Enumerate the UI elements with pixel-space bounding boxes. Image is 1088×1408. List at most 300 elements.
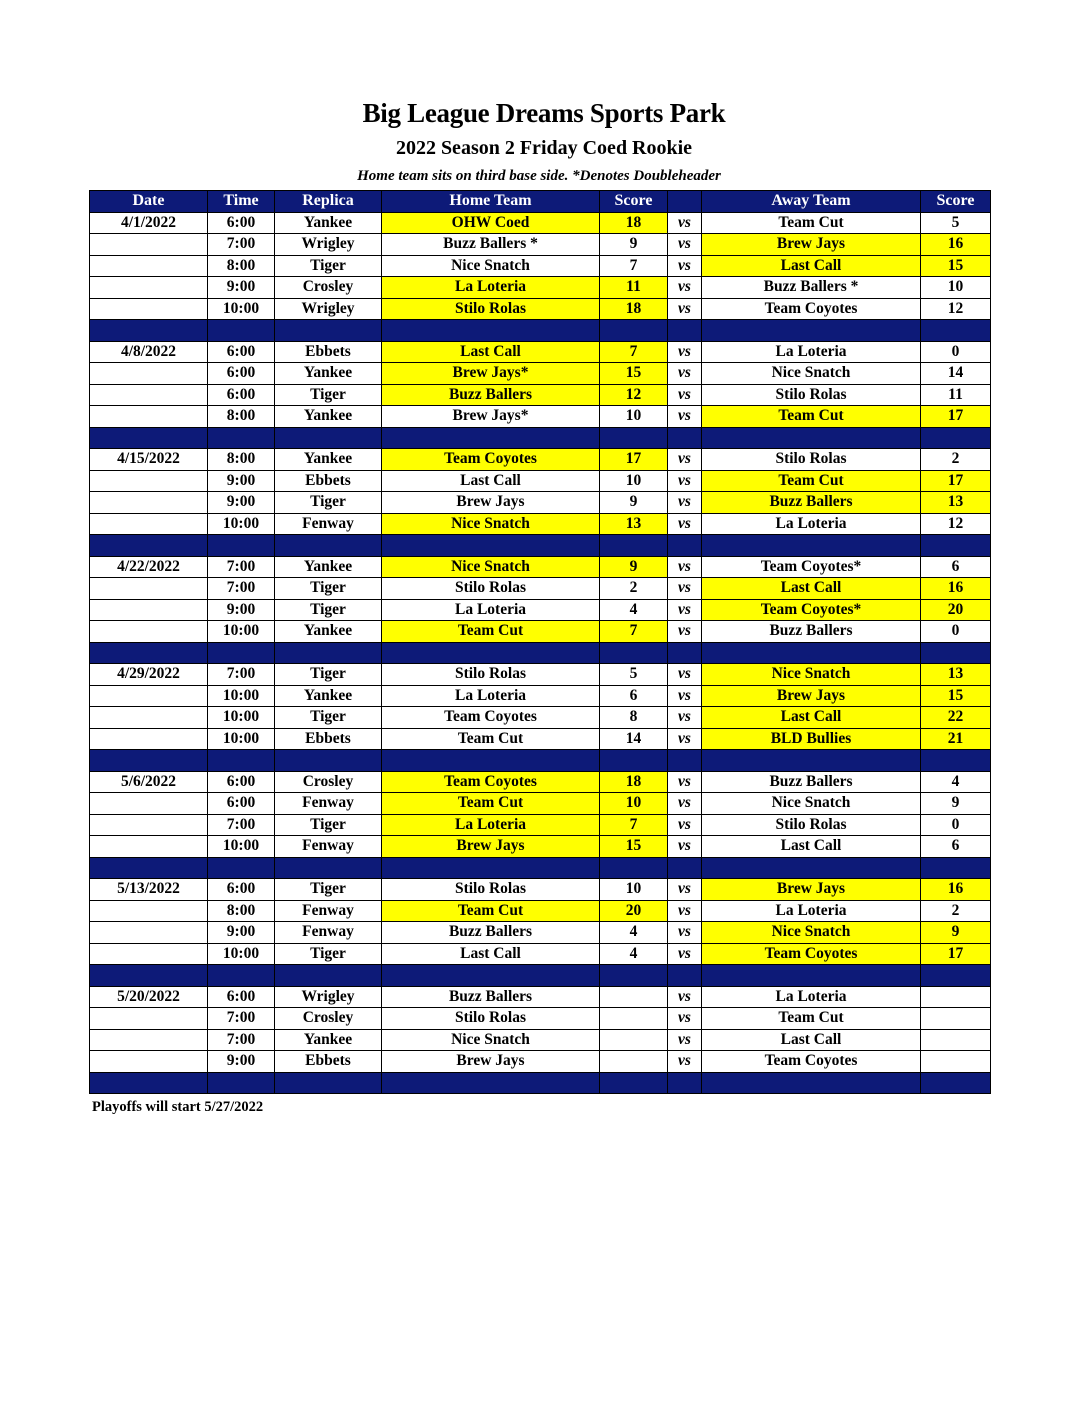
table-row xyxy=(90,836,991,858)
table-row xyxy=(90,900,991,922)
table-row xyxy=(90,492,991,514)
separator-cell xyxy=(600,535,668,557)
separator-cell xyxy=(90,857,208,879)
separator-cell xyxy=(382,320,600,342)
week-separator-row xyxy=(90,535,991,557)
time-cell: 7:00 xyxy=(208,1029,275,1051)
table-row xyxy=(90,707,991,729)
separator-cell xyxy=(668,750,702,772)
away-team-cell: Last Call xyxy=(702,255,921,277)
vs-cell: vs xyxy=(668,621,702,643)
separator-cell xyxy=(382,535,600,557)
table-row xyxy=(90,1008,991,1030)
home-score-cell xyxy=(600,986,668,1008)
home-score-cell: 12 xyxy=(600,384,668,406)
away-score-cell: 6 xyxy=(921,556,991,578)
doubleheader-note: Home team sits on third base side. *Denotes Doubleheader xyxy=(357,168,721,184)
date-cell xyxy=(90,513,208,535)
separator-cell xyxy=(668,1072,702,1094)
vs-cell: vs xyxy=(668,771,702,793)
away-team-cell: Stilo Rolas xyxy=(702,814,921,836)
separator-cell xyxy=(702,857,921,879)
replica-cell: Crosley xyxy=(275,1008,382,1030)
playoffs-note: Playoffs will start 5/27/2022 xyxy=(92,1099,264,1115)
time-cell: 8:00 xyxy=(208,255,275,277)
vs-cell: vs xyxy=(668,900,702,922)
replica-cell: Yankee xyxy=(275,449,382,471)
vs-cell: vs xyxy=(668,1051,702,1073)
separator-cell xyxy=(275,642,382,664)
home-score-cell xyxy=(600,1029,668,1051)
away-team-cell: La Loteria xyxy=(702,986,921,1008)
vs-cell: vs xyxy=(668,492,702,514)
away-team-cell: Nice Snatch xyxy=(702,664,921,686)
away-team-cell: Team Cut xyxy=(702,406,921,428)
home-team-cell: Nice Snatch xyxy=(382,556,600,578)
vs-cell: vs xyxy=(668,986,702,1008)
header-date: Date xyxy=(90,191,208,213)
week-separator-row xyxy=(90,965,991,987)
time-cell: 10:00 xyxy=(208,621,275,643)
home-score-cell: 4 xyxy=(600,943,668,965)
separator-cell xyxy=(668,642,702,664)
away-score-cell: 17 xyxy=(921,943,991,965)
date-cell xyxy=(90,599,208,621)
separator-cell xyxy=(702,320,921,342)
home-team-cell: Last Call xyxy=(382,943,600,965)
time-cell: 6:00 xyxy=(208,341,275,363)
home-team-cell: Team Cut xyxy=(382,621,600,643)
away-team-cell: Brew Jays xyxy=(702,685,921,707)
away-score-cell: 13 xyxy=(921,664,991,686)
home-score-cell: 8 xyxy=(600,707,668,729)
away-score-cell: 2 xyxy=(921,900,991,922)
time-cell: 7:00 xyxy=(208,1008,275,1030)
separator-cell xyxy=(600,1072,668,1094)
week-separator-row xyxy=(90,750,991,772)
time-cell: 7:00 xyxy=(208,814,275,836)
replica-cell: Ebbets xyxy=(275,341,382,363)
replica-cell: Crosley xyxy=(275,277,382,299)
away-score-cell: 15 xyxy=(921,685,991,707)
away-score-cell: 12 xyxy=(921,513,991,535)
replica-cell: Ebbets xyxy=(275,728,382,750)
away-team-cell: Team Cut xyxy=(702,470,921,492)
away-score-cell: 0 xyxy=(921,621,991,643)
time-cell: 8:00 xyxy=(208,406,275,428)
away-score-cell xyxy=(921,1051,991,1073)
away-score-cell: 17 xyxy=(921,470,991,492)
header-away-team: Away Team xyxy=(702,191,921,213)
home-score-cell xyxy=(600,1008,668,1030)
home-team-cell: Buzz Ballers xyxy=(382,986,600,1008)
vs-cell: vs xyxy=(668,707,702,729)
home-team-cell: La Loteria xyxy=(382,685,600,707)
date-cell xyxy=(90,578,208,600)
vs-cell: vs xyxy=(668,793,702,815)
table-row xyxy=(90,879,991,901)
table-row xyxy=(90,255,991,277)
vs-cell: vs xyxy=(668,879,702,901)
table-row xyxy=(90,793,991,815)
week-separator-row xyxy=(90,427,991,449)
table-row xyxy=(90,363,991,385)
header-time: Time xyxy=(208,191,275,213)
home-score-cell: 4 xyxy=(600,922,668,944)
away-team-cell: Nice Snatch xyxy=(702,363,921,385)
table-row xyxy=(90,814,991,836)
home-score-cell: 7 xyxy=(600,341,668,363)
separator-cell xyxy=(921,427,991,449)
away-team-cell: Nice Snatch xyxy=(702,793,921,815)
away-team-cell: BLD Bullies xyxy=(702,728,921,750)
away-team-cell: Buzz Ballers xyxy=(702,621,921,643)
vs-cell: vs xyxy=(668,277,702,299)
separator-cell xyxy=(702,1072,921,1094)
home-score-cell: 18 xyxy=(600,212,668,234)
away-score-cell xyxy=(921,1008,991,1030)
table-row xyxy=(90,212,991,234)
replica-cell: Tiger xyxy=(275,664,382,686)
home-team-cell: Brew Jays* xyxy=(382,363,600,385)
home-team-cell: Nice Snatch xyxy=(382,255,600,277)
table-row xyxy=(90,771,991,793)
home-team-cell: Team Cut xyxy=(382,900,600,922)
home-team-cell: Team Coyotes xyxy=(382,771,600,793)
table-row xyxy=(90,277,991,299)
home-score-cell: 10 xyxy=(600,406,668,428)
replica-cell: Ebbets xyxy=(275,470,382,492)
replica-cell: Fenway xyxy=(275,836,382,858)
home-team-cell: La Loteria xyxy=(382,599,600,621)
away-score-cell: 14 xyxy=(921,363,991,385)
table-row xyxy=(90,599,991,621)
date-cell xyxy=(90,492,208,514)
header-vs xyxy=(668,191,702,213)
home-score-cell xyxy=(600,1051,668,1073)
table-row xyxy=(90,1051,991,1073)
home-score-cell: 7 xyxy=(600,621,668,643)
vs-cell: vs xyxy=(668,298,702,320)
date-cell: 4/8/2022 xyxy=(90,341,208,363)
replica-cell: Yankee xyxy=(275,685,382,707)
date-cell xyxy=(90,836,208,858)
separator-cell xyxy=(275,965,382,987)
vs-cell: vs xyxy=(668,406,702,428)
time-cell: 6:00 xyxy=(208,986,275,1008)
home-team-cell: Brew Jays xyxy=(382,492,600,514)
home-score-cell: 5 xyxy=(600,664,668,686)
header-away-score: Score xyxy=(921,191,991,213)
time-cell: 7:00 xyxy=(208,578,275,600)
replica-cell: Yankee xyxy=(275,621,382,643)
separator-cell xyxy=(208,642,275,664)
table-row xyxy=(90,406,991,428)
home-team-cell: Brew Jays xyxy=(382,836,600,858)
vs-cell: vs xyxy=(668,943,702,965)
home-score-cell: 18 xyxy=(600,771,668,793)
home-team-cell: Team Cut xyxy=(382,793,600,815)
time-cell: 10:00 xyxy=(208,685,275,707)
away-team-cell: Stilo Rolas xyxy=(702,449,921,471)
date-cell xyxy=(90,943,208,965)
separator-cell xyxy=(208,965,275,987)
home-team-cell: Team Coyotes xyxy=(382,707,600,729)
date-cell xyxy=(90,1008,208,1030)
vs-cell: vs xyxy=(668,1008,702,1030)
away-team-cell: Stilo Rolas xyxy=(702,384,921,406)
date-cell xyxy=(90,298,208,320)
home-team-cell: Buzz Ballers xyxy=(382,384,600,406)
time-cell: 10:00 xyxy=(208,513,275,535)
away-score-cell: 10 xyxy=(921,277,991,299)
replica-cell: Wrigley xyxy=(275,298,382,320)
replica-cell: Ebbets xyxy=(275,1051,382,1073)
header-home-team: Home Team xyxy=(382,191,600,213)
replica-cell: Crosley xyxy=(275,771,382,793)
separator-cell xyxy=(90,427,208,449)
home-team-cell: Team Cut xyxy=(382,728,600,750)
away-team-cell: Team Coyotes* xyxy=(702,556,921,578)
home-team-cell: Nice Snatch xyxy=(382,1029,600,1051)
home-team-cell: La Loteria xyxy=(382,277,600,299)
replica-cell: Tiger xyxy=(275,384,382,406)
table-row xyxy=(90,298,991,320)
week-separator-row xyxy=(90,857,991,879)
table-row xyxy=(90,1029,991,1051)
away-team-cell: Team Cut xyxy=(702,212,921,234)
separator-cell xyxy=(702,427,921,449)
vs-cell: vs xyxy=(668,578,702,600)
separator-cell xyxy=(90,750,208,772)
date-cell xyxy=(90,1051,208,1073)
date-cell xyxy=(90,728,208,750)
time-cell: 10:00 xyxy=(208,728,275,750)
separator-cell xyxy=(90,1072,208,1094)
date-cell xyxy=(90,277,208,299)
away-score-cell: 11 xyxy=(921,384,991,406)
table-row xyxy=(90,943,991,965)
replica-cell: Fenway xyxy=(275,900,382,922)
time-cell: 7:00 xyxy=(208,556,275,578)
date-cell xyxy=(90,922,208,944)
home-score-cell: 15 xyxy=(600,836,668,858)
separator-cell xyxy=(382,427,600,449)
away-team-cell: Last Call xyxy=(702,707,921,729)
away-team-cell: Nice Snatch xyxy=(702,922,921,944)
away-team-cell: Team Cut xyxy=(702,1008,921,1030)
away-score-cell: 12 xyxy=(921,298,991,320)
separator-cell xyxy=(382,857,600,879)
date-cell xyxy=(90,363,208,385)
vs-cell: vs xyxy=(668,212,702,234)
vs-cell: vs xyxy=(668,255,702,277)
vs-cell: vs xyxy=(668,449,702,471)
date-cell: 5/13/2022 xyxy=(90,879,208,901)
time-cell: 9:00 xyxy=(208,599,275,621)
date-cell xyxy=(90,255,208,277)
separator-cell xyxy=(600,642,668,664)
away-team-cell: La Loteria xyxy=(702,900,921,922)
home-team-cell: Brew Jays xyxy=(382,1051,600,1073)
away-team-cell: Buzz Ballers xyxy=(702,771,921,793)
time-cell: 10:00 xyxy=(208,836,275,858)
away-score-cell: 2 xyxy=(921,449,991,471)
vs-cell: vs xyxy=(668,728,702,750)
time-cell: 9:00 xyxy=(208,922,275,944)
date-cell: 5/6/2022 xyxy=(90,771,208,793)
date-cell xyxy=(90,793,208,815)
home-score-cell: 10 xyxy=(600,793,668,815)
home-team-cell: Stilo Rolas xyxy=(382,578,600,600)
replica-cell: Tiger xyxy=(275,943,382,965)
home-score-cell: 18 xyxy=(600,298,668,320)
home-team-cell: OHW Coed xyxy=(382,212,600,234)
header-home-score: Score xyxy=(600,191,668,213)
table-row xyxy=(90,922,991,944)
home-score-cell: 9 xyxy=(600,492,668,514)
time-cell: 9:00 xyxy=(208,277,275,299)
away-score-cell: 9 xyxy=(921,922,991,944)
replica-cell: Tiger xyxy=(275,599,382,621)
date-cell xyxy=(90,900,208,922)
away-score-cell: 0 xyxy=(921,341,991,363)
home-team-cell: Stilo Rolas xyxy=(382,298,600,320)
replica-cell: Yankee xyxy=(275,556,382,578)
time-cell: 9:00 xyxy=(208,1051,275,1073)
date-cell xyxy=(90,814,208,836)
separator-cell xyxy=(382,642,600,664)
separator-cell xyxy=(382,1072,600,1094)
away-score-cell: 16 xyxy=(921,234,991,256)
replica-cell: Yankee xyxy=(275,363,382,385)
table-row xyxy=(90,384,991,406)
separator-cell xyxy=(208,857,275,879)
replica-cell: Fenway xyxy=(275,922,382,944)
date-cell xyxy=(90,384,208,406)
separator-cell xyxy=(921,750,991,772)
away-team-cell: Team Coyotes xyxy=(702,1051,921,1073)
date-cell: 4/15/2022 xyxy=(90,449,208,471)
separator-cell xyxy=(90,965,208,987)
page-subtitle: 2022 Season 2 Friday Coed Rookie xyxy=(395,137,693,159)
week-separator-row xyxy=(90,642,991,664)
replica-cell: Yankee xyxy=(275,212,382,234)
date-cell xyxy=(90,234,208,256)
table-row xyxy=(90,664,991,686)
replica-cell: Tiger xyxy=(275,578,382,600)
table-row xyxy=(90,986,991,1008)
separator-cell xyxy=(668,965,702,987)
separator-cell xyxy=(668,535,702,557)
vs-cell: vs xyxy=(668,599,702,621)
away-score-cell: 17 xyxy=(921,406,991,428)
home-score-cell: 11 xyxy=(600,277,668,299)
separator-cell xyxy=(921,965,991,987)
away-score-cell xyxy=(921,1029,991,1051)
schedule-body xyxy=(90,212,991,1094)
separator-cell xyxy=(275,427,382,449)
away-score-cell: 21 xyxy=(921,728,991,750)
away-score-cell: 6 xyxy=(921,836,991,858)
date-cell xyxy=(90,707,208,729)
replica-cell: Tiger xyxy=(275,879,382,901)
vs-cell: vs xyxy=(668,1029,702,1051)
home-score-cell: 13 xyxy=(600,513,668,535)
home-score-cell: 10 xyxy=(600,879,668,901)
vs-cell: vs xyxy=(668,513,702,535)
table-header-row xyxy=(90,191,991,213)
time-cell: 6:00 xyxy=(208,384,275,406)
time-cell: 10:00 xyxy=(208,707,275,729)
date-cell xyxy=(90,685,208,707)
home-team-cell: Buzz Ballers * xyxy=(382,234,600,256)
vs-cell: vs xyxy=(668,234,702,256)
vs-cell: vs xyxy=(668,384,702,406)
separator-cell xyxy=(275,535,382,557)
separator-cell xyxy=(600,427,668,449)
away-team-cell: Team Coyotes xyxy=(702,298,921,320)
separator-cell xyxy=(90,320,208,342)
replica-cell: Wrigley xyxy=(275,986,382,1008)
away-team-cell: Last Call xyxy=(702,578,921,600)
date-cell xyxy=(90,621,208,643)
time-cell: 8:00 xyxy=(208,900,275,922)
away-team-cell: Team Coyotes xyxy=(702,943,921,965)
vs-cell: vs xyxy=(668,922,702,944)
separator-cell xyxy=(600,750,668,772)
replica-cell: Yankee xyxy=(275,406,382,428)
separator-cell xyxy=(702,750,921,772)
separator-cell xyxy=(921,1072,991,1094)
home-score-cell: 15 xyxy=(600,363,668,385)
time-cell: 8:00 xyxy=(208,449,275,471)
date-cell xyxy=(90,1029,208,1051)
home-team-cell: Stilo Rolas xyxy=(382,879,600,901)
away-team-cell: Buzz Ballers xyxy=(702,492,921,514)
separator-cell xyxy=(382,965,600,987)
separator-cell xyxy=(275,857,382,879)
separator-cell xyxy=(208,750,275,772)
vs-cell: vs xyxy=(668,556,702,578)
separator-cell xyxy=(275,1072,382,1094)
replica-cell: Yankee xyxy=(275,1029,382,1051)
time-cell: 7:00 xyxy=(208,234,275,256)
home-score-cell: 9 xyxy=(600,556,668,578)
table-row xyxy=(90,470,991,492)
vs-cell: vs xyxy=(668,814,702,836)
separator-cell xyxy=(668,320,702,342)
week-separator-row xyxy=(90,320,991,342)
date-cell xyxy=(90,470,208,492)
page-title: Big League Dreams Sports Park xyxy=(362,98,726,128)
vs-cell: vs xyxy=(668,836,702,858)
separator-cell xyxy=(600,320,668,342)
away-team-cell: Last Call xyxy=(702,1029,921,1051)
time-cell: 10:00 xyxy=(208,298,275,320)
time-cell: 9:00 xyxy=(208,492,275,514)
replica-cell: Tiger xyxy=(275,492,382,514)
away-team-cell: Last Call xyxy=(702,836,921,858)
away-team-cell: La Loteria xyxy=(702,513,921,535)
away-score-cell: 13 xyxy=(921,492,991,514)
vs-cell: vs xyxy=(668,470,702,492)
separator-cell xyxy=(702,535,921,557)
separator-cell xyxy=(275,750,382,772)
home-team-cell: Brew Jays* xyxy=(382,406,600,428)
replica-cell: Fenway xyxy=(275,793,382,815)
home-score-cell: 7 xyxy=(600,814,668,836)
